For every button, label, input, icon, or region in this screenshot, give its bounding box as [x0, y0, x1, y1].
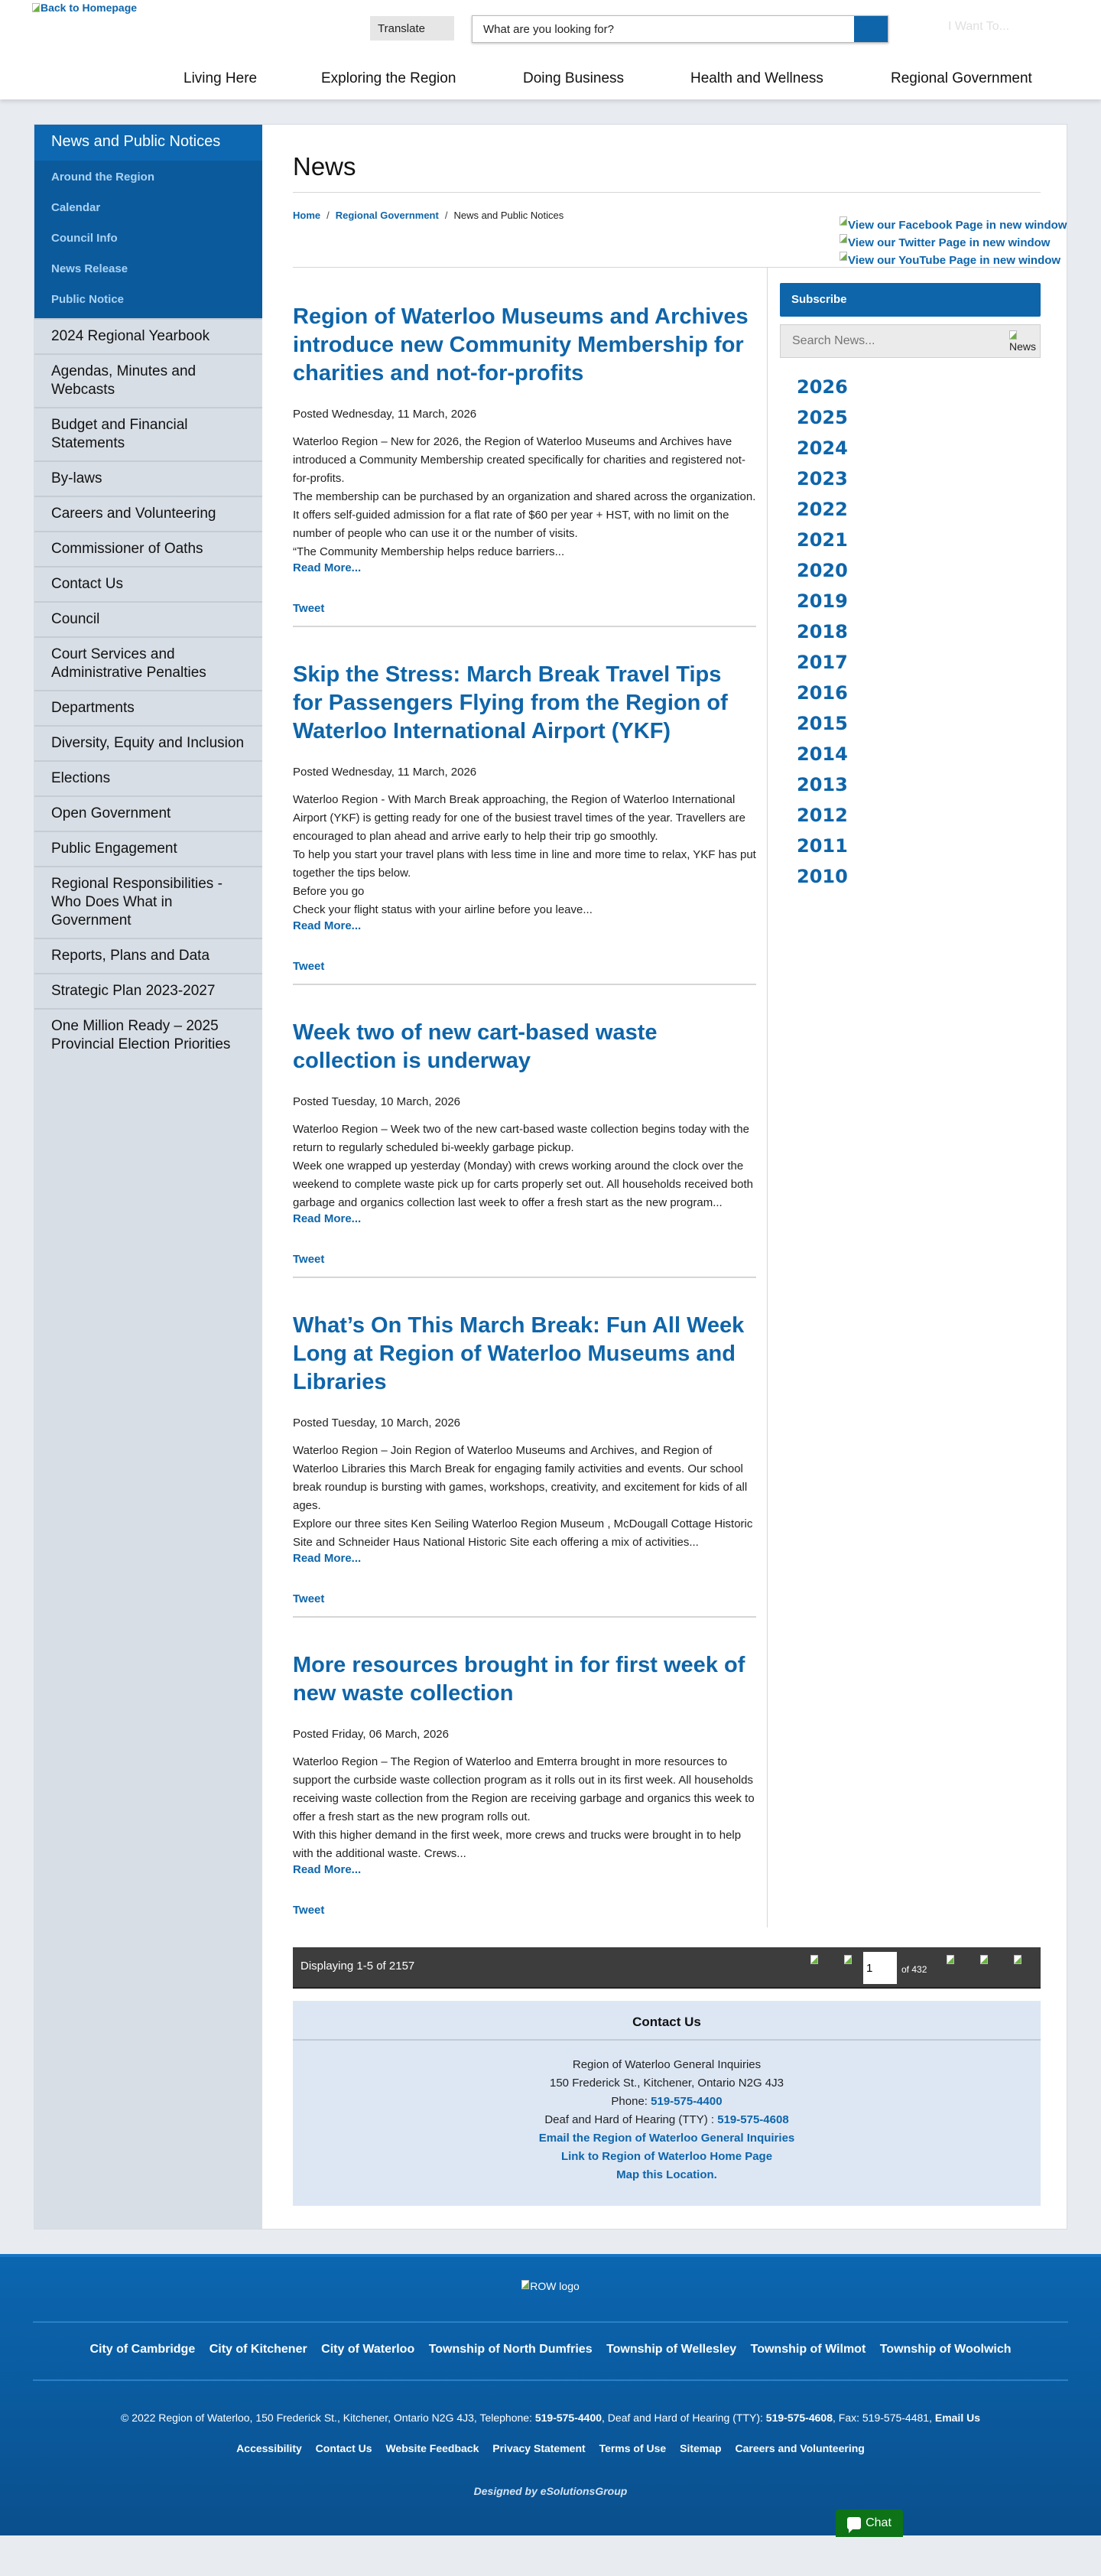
logo-image-icon: [32, 3, 40, 12]
page-number-input[interactable]: [863, 1952, 897, 1984]
footer-links: [0, 2424, 1101, 2454]
year-link-2016[interactable]: 2016: [797, 682, 848, 704]
i-want-to-menu[interactable]: I Want To...: [948, 20, 1010, 33]
sidebar-item-council[interactable]: Council: [34, 601, 262, 636]
year-link-2010[interactable]: 2010: [797, 866, 848, 887]
footer-link-privacy[interactable]: Privacy Statement: [492, 2442, 586, 2454]
sidebar-item-agendas-minutes[interactable]: Agendas, Minutes and Webcasts: [34, 353, 262, 407]
news-item: [293, 985, 756, 1278]
pagination-bar: [293, 1947, 1041, 1989]
breadcrumb-separator: /: [326, 210, 330, 221]
news-item-summary: Waterloo Region – Week two of the new cart-based waste collection begins today with the return to regularly scheduled bi-weekly garbage pickup. Week one wrapped up yesterday (Monday) with crews working around the clock over the weekend to complete waste pick up for carts properly set out. All households received both garbage and organics collection last week to offer a fresh start as the new program...: [293, 1123, 753, 1209]
site-footer: [0, 2254, 1101, 2535]
sidebar-item-diversity[interactable]: Diversity, Equity and Inclusion: [34, 725, 262, 760]
sidebar-item-elections[interactable]: Elections: [34, 760, 262, 795]
news-item-date: Posted Wednesday, 11 March, 2026: [293, 766, 477, 779]
sidebar-item-public-engagement[interactable]: Public Engagement: [34, 831, 262, 866]
contact-tty-link[interactable]: 519-575-4608: [717, 2113, 789, 2126]
contact-name: Region of Waterloo General Inquiries: [572, 2058, 762, 2071]
last-page-icon: [980, 1955, 988, 1964]
contact-phone-link[interactable]: 519-575-4400: [651, 2095, 723, 2108]
year-archive-list: [780, 372, 1041, 892]
year-link-2025[interactable]: 2025: [797, 407, 848, 428]
year-link-2019[interactable]: 2019: [797, 590, 848, 612]
tweet-button[interactable]: Tweet: [293, 1904, 325, 1917]
year-link-2014[interactable]: 2014: [797, 743, 848, 765]
sidebar-item-contact-us[interactable]: Contact Us: [34, 566, 262, 601]
nav-doing-business[interactable]: Doing Business: [523, 70, 625, 86]
read-more-link[interactable]: Read More...: [293, 1863, 362, 1876]
footer-logo: ROW logo: [0, 2257, 1101, 2292]
nav-health-and-wellness[interactable]: Health and Wellness: [690, 70, 823, 86]
sidebar-subitem-council-info[interactable]: Council Info: [51, 232, 118, 245]
news-item-summary: Waterloo Region - With March Break approaching, the Region of Waterloo International Airport (YKF) is getting ready for one of the busiest travel times of the year. Travellers are encouraged to plan ahead and arrive early to help their trip go smoothly. To help you start your travel plans with less time in line and more time to relax, YKF has put together the tips below. Before you go Check your flight status with your airline before you leave...: [293, 793, 756, 916]
breadcrumb-separator: /: [444, 210, 448, 221]
page-total: of 432: [901, 1964, 927, 1975]
chat-button[interactable]: Chat: [836, 2509, 903, 2537]
year-link-2024[interactable]: 2024: [797, 437, 848, 459]
sidebar-item-departments[interactable]: Departments: [34, 690, 262, 725]
breadcrumb-regional-government[interactable]: Regional Government: [335, 210, 439, 221]
subscribe-button[interactable]: Subscribe: [780, 283, 1041, 317]
breadcrumb-current: News and Public Notices: [453, 210, 564, 221]
contact-details: [293, 2041, 1041, 2184]
breadcrumb-home[interactable]: Home: [293, 210, 321, 221]
page-container: [34, 124, 1067, 2230]
year-link-2020[interactable]: 2020: [797, 560, 848, 581]
news-item-summary: Waterloo Region – New for 2026, the Region of Waterloo Museums and Archives have introduced a Community Membership created specifically for charities and registered not-for-profits. The membership can be purchased by an organization and shared across the organization. It offers self-guided admission for a flat rate of $60 per year + HST, with no limit on the number of people who can use it or the number of visits. “The Community Membership helps reduce barriers...: [293, 435, 756, 558]
sidebar-item-by-laws[interactable]: By-laws: [34, 460, 262, 496]
next-page-icon: [947, 1955, 954, 1964]
year-link-2017[interactable]: 2017: [797, 652, 848, 673]
site-search: [472, 15, 888, 43]
main-content: [262, 125, 1071, 2229]
news-item-date: Posted Tuesday, 10 March, 2026: [293, 1416, 461, 1429]
sidebar-subitem-news-release[interactable]: News Release: [51, 262, 128, 275]
site-search-input[interactable]: [473, 16, 854, 42]
year-link-2026[interactable]: 2026: [797, 376, 848, 398]
muni-link-woolwich[interactable]: Township of Woolwich: [879, 2343, 1012, 2356]
news-item-title[interactable]: Skip the Stress: March Break Travel Tips for Passengers Flying from the Region of Waterloo International Airport (YKF): [293, 662, 728, 743]
tweet-button[interactable]: Tweet: [293, 602, 325, 615]
footer-link-sitemap[interactable]: Sitemap: [680, 2442, 722, 2454]
sidebar-item-regional-responsibilities[interactable]: Regional Responsibilities - Who Does What in Government: [34, 866, 262, 938]
tweet-button[interactable]: Tweet: [293, 1253, 325, 1266]
municipality-links: [0, 2323, 1101, 2379]
sidebar-subitem-around-the-region[interactable]: Around the Region: [51, 171, 154, 184]
news-list: [293, 268, 768, 1927]
sidebar-item-court-services[interactable]: Court Services and Administrative Penalties: [34, 636, 262, 690]
sidebar: [34, 125, 262, 2229]
chat-bubble-icon: [847, 2517, 861, 2529]
first-page-button[interactable]: [797, 1955, 831, 1986]
contact-home-link[interactable]: Link to Region of Waterloo Home Page: [560, 2150, 773, 2163]
tweet-button[interactable]: Tweet: [293, 960, 325, 973]
footer-tty: 519-575-4608: [765, 2412, 833, 2424]
sidebar-item-one-million-ready[interactable]: One Million Ready – 2025 Provincial Election Priorities: [34, 1008, 262, 1062]
news-item-summary: Waterloo Region – The Region of Waterloo and Emterra brought in more resources to support the curbside waste collection program as it rolls out in its first week. All households receiving waste collection from the Region are receiving garbage and organics this week to offer a fresh start as the new program rolls out. With this higher demand in the first week, more crews and trucks were brought in to help with the additional waste. Crews...: [293, 1755, 755, 1860]
footer-telephone: 519-575-4400: [534, 2412, 602, 2424]
year-link-2018[interactable]: 2018: [797, 621, 848, 642]
last-page-button[interactable]: [967, 1955, 1001, 1986]
year-link-2015[interactable]: 2015: [797, 713, 848, 734]
news-item: [293, 1618, 756, 1927]
footer-link-website-feedback[interactable]: Website Feedback: [385, 2442, 479, 2454]
previous-page-button[interactable]: [831, 1955, 865, 1986]
contact-address: 150 Frederick St., Kitchener, Ontario N2G 4J3: [550, 2077, 784, 2090]
news-item-summary: Waterloo Region – Join Region of Waterloo Museums and Archives, and Region of Waterloo Libraries this March Break for engaging family activities and events. Our school break roundup is bursting with games, workshops, creativity, and excitement for kids of all ages. Explore our three sites Ken Seiling Waterloo Region Museum , McDougall Cottage Historic Site and Schneider Haus National Historic Site each offering a mix of activities...: [293, 1444, 753, 1549]
sidebar-subitem-calendar[interactable]: Calendar: [51, 201, 101, 214]
year-link-2021[interactable]: 2021: [797, 529, 848, 551]
tweet-button[interactable]: Tweet: [293, 1592, 325, 1605]
youtube-icon: [840, 252, 847, 261]
sidebar-item-reports-plans-data[interactable]: Reports, Plans and Data: [34, 938, 262, 973]
sidebar-subitem-public-notice[interactable]: Public Notice: [51, 293, 125, 306]
year-link-2011[interactable]: 2011: [797, 835, 848, 857]
sidebar-item-budget[interactable]: Budget and Financial Statements: [34, 407, 262, 460]
twitter-icon: [840, 234, 847, 243]
news-item-title[interactable]: More resources brought in for first week of new waste collection: [293, 1653, 745, 1706]
news-item-date: Posted Wednesday, 11 March, 2026: [293, 408, 477, 421]
year-link-2013[interactable]: 2013: [797, 774, 848, 795]
muni-link-wellesley[interactable]: Township of Wellesley: [606, 2343, 737, 2356]
muni-link-waterloo[interactable]: City of Waterloo: [321, 2343, 415, 2356]
contact-tty-row: Deaf and Hard of Hearing (TTY) : 519-575-4608: [544, 2113, 789, 2126]
news-item-date: Posted Tuesday, 10 March, 2026: [293, 1095, 461, 1108]
year-link-2012[interactable]: 2012: [797, 805, 848, 826]
search-submit-button[interactable]: [854, 16, 888, 42]
twitter-link[interactable]: View our Twitter Page in new window: [840, 234, 1067, 252]
news-item-title[interactable]: Week two of new cart-based waste collection is underway: [293, 1020, 658, 1073]
news-search-button[interactable]: News: [1009, 330, 1040, 352]
muni-link-kitchener[interactable]: City of Kitchener: [209, 2343, 307, 2356]
news-search: [780, 324, 1041, 358]
footer-link-accessibility[interactable]: Accessibility: [236, 2442, 302, 2454]
next-page-button[interactable]: [934, 1955, 967, 1986]
first-page-icon: [810, 1955, 818, 1964]
news-item: [293, 1278, 756, 1618]
footer-copyright: © 2022 Region of Waterloo, 150 Frederick St., Kitchener, Ontario N2G 4J3, Telephone: 519-575-4400, Deaf and Hard of Hearing (TTY): 519-575-4608, Fax: 519-575-4481, Email Us: [121, 2412, 980, 2424]
youtube-link[interactable]: View our YouTube Page in new window: [840, 252, 1067, 269]
site-header: [0, 0, 1101, 99]
nav-exploring-the-region[interactable]: Exploring the Region: [321, 70, 456, 86]
row-logo-icon: [521, 2280, 529, 2289]
sidebar-item-open-government[interactable]: Open Government: [34, 795, 262, 831]
muni-link-cambridge[interactable]: City of Cambridge: [89, 2343, 196, 2356]
back-to-homepage-link[interactable]: Back to Homepage: [32, 2, 137, 14]
news-item-date: Posted Friday, 06 March, 2026: [293, 1728, 449, 1741]
sidebar-item-strategic-plan[interactable]: Strategic Plan 2023-2027: [34, 973, 262, 1008]
year-link-2023[interactable]: 2023: [797, 468, 848, 490]
contact-email-link[interactable]: Email the Region of Waterloo General Inquiries: [538, 2132, 795, 2145]
news-item-title[interactable]: What’s On This March Break: Fun All Week Long at Region of Waterloo Museums and Libraries: [293, 1313, 745, 1394]
facebook-icon: [840, 216, 847, 226]
search-icon: [1009, 330, 1017, 340]
footer-link-careers[interactable]: Careers and Volunteering: [735, 2442, 865, 2454]
contact-map-link[interactable]: Map this Location.: [616, 2168, 717, 2181]
muni-link-north-dumfries[interactable]: Township of North Dumfries: [428, 2343, 593, 2356]
social-links: [840, 216, 1067, 269]
read-more-link[interactable]: Read More...: [293, 919, 362, 932]
contact-us-panel: [293, 2001, 1041, 2206]
footer-link-terms[interactable]: Terms of Use: [599, 2442, 667, 2454]
nav-regional-government[interactable]: Regional Government: [891, 70, 1032, 86]
refresh-icon: [1014, 1955, 1021, 1964]
sidebar-item-commissioner-of-oaths[interactable]: Commissioner of Oaths: [34, 531, 262, 566]
sidebar-list: [34, 318, 262, 1062]
sidebar-submenu: [34, 161, 262, 318]
sidebar-item-news-and-public-notices[interactable]: News and Public Notices: [34, 125, 262, 161]
read-more-link[interactable]: Read More...: [293, 561, 362, 574]
news-item: [293, 268, 756, 627]
news-item: [293, 627, 756, 985]
refresh-button[interactable]: [1001, 1955, 1034, 1986]
page-title: News: [293, 152, 1041, 193]
facebook-link[interactable]: View our Facebook Page in new window: [840, 216, 1067, 234]
news-content-row: [293, 267, 1041, 1927]
year-link-2022[interactable]: 2022: [797, 499, 848, 520]
previous-page-icon: [844, 1955, 852, 1964]
translate-button[interactable]: Translate: [370, 16, 454, 41]
contact-phone-row: Phone: 519-575-4400: [611, 2095, 723, 2108]
news-right-column: [768, 268, 1041, 1927]
news-item-title[interactable]: Region of Waterloo Museums and Archives introduce new Community Membership for charities and not-for-profits: [293, 304, 749, 385]
read-more-link[interactable]: Read More...: [293, 1552, 362, 1565]
news-search-input[interactable]: [781, 334, 1009, 348]
sidebar-item-regional-yearbook[interactable]: 2024 Regional Yearbook: [34, 318, 262, 353]
nav-living-here[interactable]: Living Here: [184, 70, 258, 86]
read-more-link[interactable]: Read More...: [293, 1212, 362, 1225]
contact-title: Contact Us: [293, 2001, 1041, 2041]
footer-email-link[interactable]: Email Us: [934, 2412, 980, 2424]
sidebar-item-careers[interactable]: Careers and Volunteering: [34, 496, 262, 531]
designed-by: Designed by eSolutionsGroup: [473, 2485, 628, 2497]
pagination-summary: Displaying 1-5 of 2157: [300, 1960, 415, 1973]
footer-link-contact-us[interactable]: Contact Us: [315, 2442, 372, 2454]
muni-link-wilmot[interactable]: Township of Wilmot: [750, 2343, 866, 2356]
